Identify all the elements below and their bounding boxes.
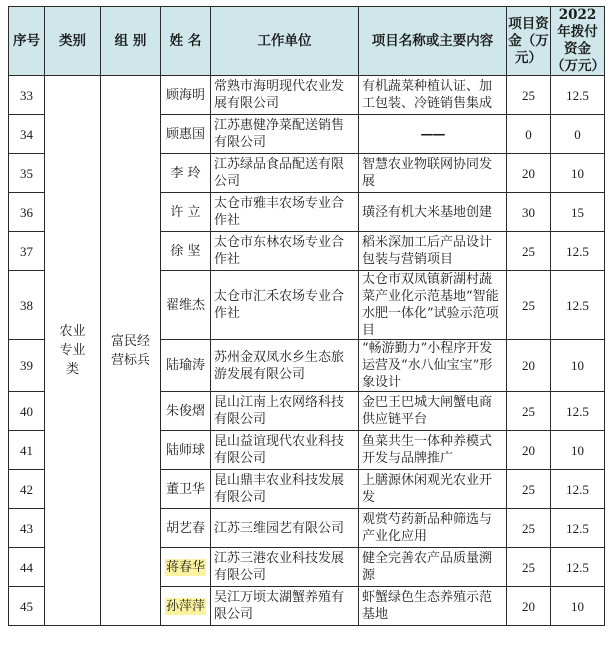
- unit-cell: 江苏绿品食品配送有限公司: [211, 154, 359, 193]
- seq-cell: 37: [9, 232, 45, 271]
- paid-cell: 12.5: [551, 232, 605, 271]
- header-unit: 工作单位: [211, 7, 359, 76]
- fund-cell: 25: [507, 232, 551, 271]
- project-cell: 健全完善农产品质量溯源: [359, 548, 507, 587]
- name-cell: [161, 548, 211, 587]
- seq-cell: 39: [9, 340, 45, 392]
- name-cell: 翟维杰: [161, 271, 211, 340]
- project-cell: “畅游勤力”小程序开发运营及“水八仙宝宝”形象设计: [359, 340, 507, 392]
- group-label: 富民经营标兵: [110, 333, 150, 368]
- seq-cell: 34: [9, 115, 45, 154]
- project-cell: 上膳源休闲观光农业开发: [359, 470, 507, 509]
- paid-cell: 12.5: [551, 470, 605, 509]
- unit-cell: 江苏三维园艺有限公司: [211, 509, 359, 548]
- name-cell: 董卫华: [161, 470, 211, 509]
- category-label: 农业专业类: [59, 324, 86, 377]
- funding-table: [8, 6, 605, 626]
- project-cell: 有机蔬菜种植认证、加工包装、冷链销售集成: [359, 76, 507, 115]
- name-cell: 朱俊熠: [161, 392, 211, 431]
- header-seq: 序号: [9, 7, 45, 76]
- header-group: 组 别: [101, 7, 161, 76]
- paid-cell: 12.5: [551, 548, 605, 587]
- fund-cell: 25: [507, 509, 551, 548]
- name-cell: 陆瑜涛: [161, 340, 211, 392]
- highlighted-name: 蒋春华: [165, 559, 205, 575]
- header-project: 项目名称或主要内容: [359, 7, 507, 76]
- seq-cell: 42: [9, 470, 45, 509]
- paid-cell: 10: [551, 587, 605, 626]
- name-cell: 陆师球: [161, 431, 211, 470]
- header-row: [9, 7, 605, 76]
- header-name: 姓 名: [161, 7, 211, 76]
- fund-cell: 0: [507, 115, 551, 154]
- name-cell: 顾惠国: [161, 115, 211, 154]
- highlighted-name: 孙萍萍: [165, 598, 205, 614]
- fund-cell: 25: [507, 76, 551, 115]
- paid-cell: 12.5: [551, 392, 605, 431]
- name-cell: 李 玲: [161, 154, 211, 193]
- project-cell: 璜泾有机大米基地创建: [359, 193, 507, 232]
- fund-cell: 20: [507, 431, 551, 470]
- name-cell: 许 立: [161, 193, 211, 232]
- project-cell: 智慧农业物联网协同发展: [359, 154, 507, 193]
- name-cell: 徐 坚: [161, 232, 211, 271]
- category-cell: [45, 76, 101, 626]
- name-cell: [161, 587, 211, 626]
- unit-cell: 常熟市海明现代农业发展有限公司: [211, 76, 359, 115]
- fund-cell: 20: [507, 340, 551, 392]
- project-cell: 鱼菜共生一体种养模式开发与品牌推广: [359, 431, 507, 470]
- name-cell: 胡艺春: [161, 509, 211, 548]
- table-row: [9, 76, 605, 115]
- paid-cell: 10: [551, 154, 605, 193]
- project-cell: 观赏芍药新品种筛选与产业化应用: [359, 509, 507, 548]
- unit-cell: 昆山鼎丰农业科技发展有限公司: [211, 470, 359, 509]
- paid-cell: 15: [551, 193, 605, 232]
- project-cell: 稻米深加工后产品设计包装与营销项目: [359, 232, 507, 271]
- paid-cell: 10: [551, 431, 605, 470]
- project-cell: ——: [359, 115, 507, 154]
- seq-cell: 41: [9, 431, 45, 470]
- header-paid: 2022 年拨付资金（万元）: [551, 7, 605, 74]
- project-cell: 太仓市双凤镇新湖村蔬菜产业化示范基地“智能水肥一体化”试验示范项目: [359, 271, 507, 340]
- fund-cell: 20: [507, 154, 551, 193]
- header-category: 类别: [45, 7, 101, 76]
- paid-cell: 12.5: [551, 76, 605, 115]
- unit-cell: 苏州金双凤水乡生态旅游发展有限公司: [211, 340, 359, 392]
- unit-cell: 吴江万顷太湖蟹养殖有限公司: [211, 587, 359, 626]
- seq-cell: 35: [9, 154, 45, 193]
- project-cell: 金巴王巴城大闸蟹电商供应链平台: [359, 392, 507, 431]
- paid-cell: 12.5: [551, 509, 605, 548]
- group-cell: [101, 76, 161, 626]
- unit-cell: 太仓市汇禾农场专业合作社: [211, 271, 359, 340]
- project-cell: 虾蟹绿色生态养殖示范基地: [359, 587, 507, 626]
- seq-cell: 44: [9, 548, 45, 587]
- unit-cell: 太仓市雅丰农场专业合作社: [211, 193, 359, 232]
- fund-cell: 30: [507, 193, 551, 232]
- seq-cell: 43: [9, 509, 45, 548]
- unit-cell: 昆山江南上农网络科技有限公司: [211, 392, 359, 431]
- seq-cell: 38: [9, 271, 45, 340]
- unit-cell: 江苏三港农业科技发展有限公司: [211, 548, 359, 587]
- paid-cell: 12.5: [551, 271, 605, 340]
- name-cell: 顾海明: [161, 76, 211, 115]
- seq-cell: 33: [9, 76, 45, 115]
- header-fund: 项目资金（万元）: [507, 7, 551, 76]
- seq-cell: 40: [9, 392, 45, 431]
- seq-cell: 45: [9, 587, 45, 626]
- unit-cell: 江苏惠健净菜配送销售有限公司: [211, 115, 359, 154]
- paid-cell: 10: [551, 340, 605, 392]
- fund-cell: 25: [507, 271, 551, 340]
- fund-cell: 25: [507, 548, 551, 587]
- seq-cell: 36: [9, 193, 45, 232]
- fund-cell: 20: [507, 587, 551, 626]
- unit-cell: 太仓市东林农场专业合作社: [211, 232, 359, 271]
- fund-cell: 25: [507, 470, 551, 509]
- paid-cell: 0: [551, 115, 605, 154]
- unit-cell: 昆山益谊现代农业科技有限公司: [211, 431, 359, 470]
- fund-cell: 25: [507, 392, 551, 431]
